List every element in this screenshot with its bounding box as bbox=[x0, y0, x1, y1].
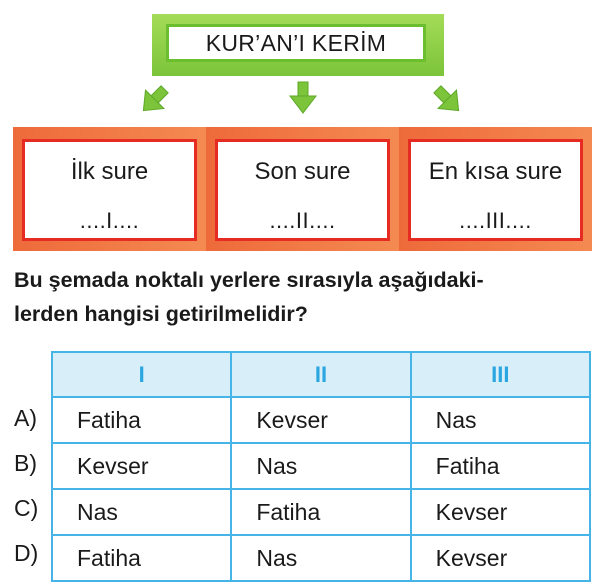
question-line-2: lerden hangisi getirilmelidir? bbox=[14, 302, 308, 326]
table-cell: Kevser bbox=[231, 397, 410, 443]
table-cell: Fatiha bbox=[411, 443, 590, 489]
option-letter-c[interactable]: C) bbox=[14, 495, 39, 521]
table-header-row bbox=[52, 352, 590, 397]
question-line-1: Bu şemada noktalı yerlere sırasıyla aşağıdaki- bbox=[14, 268, 484, 292]
column-header-i: I bbox=[52, 352, 231, 397]
table-cell: Fatiha bbox=[52, 535, 231, 581]
table-cell: Fatiha bbox=[52, 397, 231, 443]
answer-table bbox=[51, 351, 591, 582]
question-text bbox=[14, 263, 599, 331]
column-header-ii: II bbox=[231, 352, 410, 397]
box-last-surah bbox=[206, 127, 399, 251]
column-header-iii: III bbox=[411, 352, 590, 397]
box-blank: ....III.... bbox=[459, 208, 532, 233]
table-cell: Nas bbox=[52, 489, 231, 535]
table-row-c[interactable] bbox=[52, 489, 590, 535]
arrow-down-right-icon bbox=[430, 82, 466, 118]
table-cell: Nas bbox=[231, 535, 410, 581]
title-banner bbox=[152, 14, 444, 76]
table-cell: Kevser bbox=[52, 443, 231, 489]
option-letter-d[interactable]: D) bbox=[14, 540, 39, 566]
table-cell: Nas bbox=[411, 397, 590, 443]
box-label: Son sure bbox=[254, 158, 351, 185]
table-cell: Fatiha bbox=[231, 489, 410, 535]
box-blank: ....I.... bbox=[79, 208, 140, 233]
table-row-a[interactable] bbox=[52, 397, 590, 443]
option-letter-b[interactable]: B) bbox=[14, 450, 37, 476]
title-text: KUR’AN’I KERİM bbox=[166, 24, 426, 62]
table-cell: Kevser bbox=[411, 489, 590, 535]
box-label: En kısa sure bbox=[428, 158, 563, 185]
box-first-surah bbox=[13, 127, 206, 251]
box-shortest-surah bbox=[399, 127, 592, 251]
table-row-d[interactable] bbox=[52, 535, 590, 581]
box-label: İlk sure bbox=[70, 158, 149, 185]
table-cell: Kevser bbox=[411, 535, 590, 581]
table-cell: Nas bbox=[231, 443, 410, 489]
table-row-b[interactable] bbox=[52, 443, 590, 489]
arrow-down-icon bbox=[285, 80, 321, 116]
option-letter-a[interactable]: A) bbox=[14, 405, 37, 431]
arrow-down-left-icon bbox=[136, 82, 172, 118]
box-blank: ....II.... bbox=[269, 208, 336, 233]
